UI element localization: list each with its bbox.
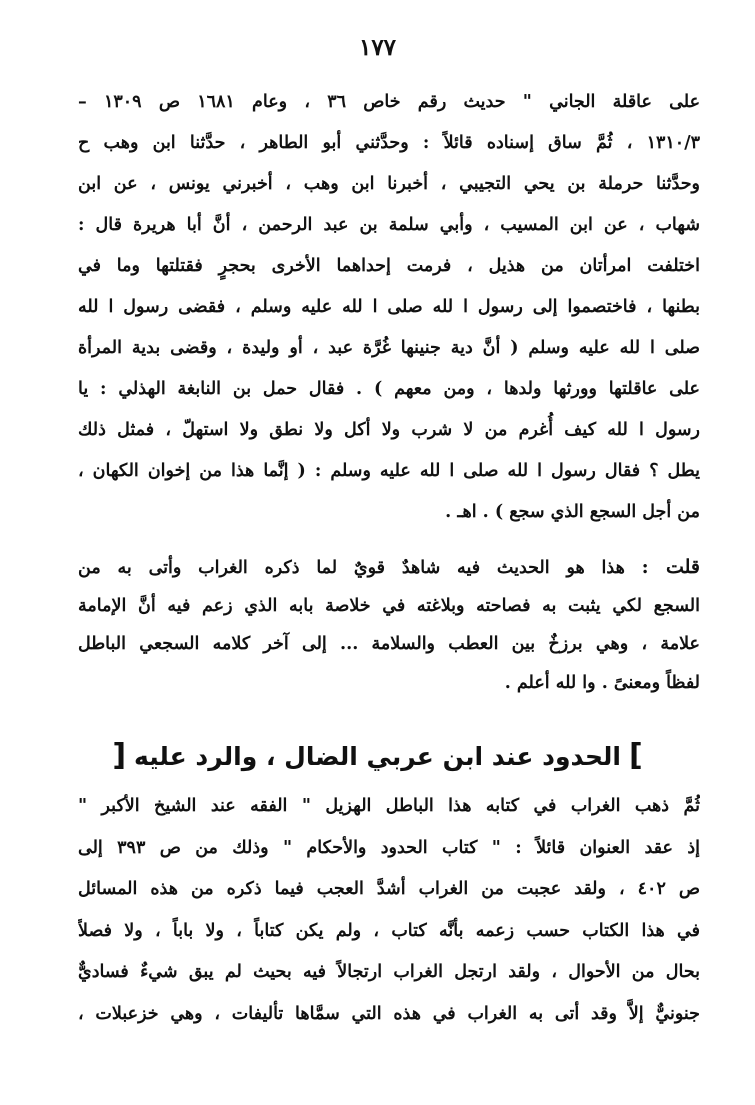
text-line: السجع لكي يثبت به فصاحته وبلاغته في خلاصة بابه الذي زعم فيه أنَّ الإمامة [78, 595, 700, 616]
text-line: اختلفت امرأتان من هذيل ، فرمت إحداهما الأخرى بحجرٍ فقتلتها وما في [78, 256, 700, 276]
text-line: رسول ا لله كيف أُغرم من لا شرب ولا أكل ولا نطق ولا استهلّ ، فمثل ذلك [78, 420, 700, 440]
section-paragraph [78, 786, 700, 1035]
text-line: إذ عقد العنوان قائلاً : " كتاب الحدود والأحكام " وذلك من ص ٣٩٣ إلى [78, 837, 700, 858]
text-line [78, 548, 700, 587]
text-line: جنونيٌّ إلاَّ وقد أتى به الغراب في هذه التي سمَّاها تأليفات ، وهي خزعبلات ، [78, 1003, 700, 1024]
text-line: وحدَّثنا حرملة بن يحي التجيبي ، أخبرنا ابن وهب ، أخبرني يونس ، عن ابن [78, 174, 700, 194]
text-line: ثُمَّ ذهب الغراب في كتابه هذا الباطل الهزيل " الفقه عند الشيخ الأكبر " [78, 796, 700, 816]
text-line: ١٣١٠/٣ ، ثُمَّ ساق إسناده قائلاً : وحدَّثني أبو الطاهر ، حدَّثنا ابن وهب ح [78, 133, 700, 153]
heading-text: الحدود عند ابن عربي الضال ، والرد عليه [134, 742, 621, 771]
text-line: على عاقلة الجاني " حديث رقم خاص ٣٦ ، وعام ١٦٨١ ص ١٣٠٩ – [78, 92, 700, 112]
qult-lead-word: قلت : [641, 556, 700, 578]
text-line-rest: هذا هو الحديث فيه شاهدٌ قويٌ لما ذكره الغراب وأتى به من [78, 558, 625, 578]
text-line: علامة ، وهي برزخٌ بين العطب والسلامة ... إلى آخر كلامه السجعي الباطل [78, 634, 700, 654]
text-line: في هذا الكتاب حسب زعمه بأنَّه كتاب ، ولم يكن كتاباً ، ولا باباً ، ولا فصلاً [78, 920, 700, 941]
text-line: ص ٤٠٢ ، ولقد عجبت من الغراب أشدَّ العجب فيما ذكره من هذه المسائل [78, 879, 700, 899]
section-heading [0, 736, 755, 777]
hadith-paragraph [78, 82, 700, 533]
heading-close-bracket: [ [112, 738, 127, 773]
text-line: على عاقلتها وورثها ولدها ، ومن معهم ) . فقال حمل بن النابغة الهذلي : يا [78, 379, 700, 399]
commentary-paragraph [78, 548, 700, 702]
text-line: من أجل السجع الذي سجع ) . اهـ . [445, 502, 700, 522]
text-line: لفظاً ومعنىً . وا لله أعلم . [504, 672, 700, 693]
text-line: بحال من الأحوال ، ولقد ارتجل الغراب ارتجالاً فيه بحيث لم يبق شيءٌ فساديٌّ [78, 962, 700, 982]
text-line: صلى ا لله عليه وسلم ( أنَّ دية جنينها غُرَّة عبد ، أو وليدة ، وقضى بدية المرأة [78, 338, 700, 358]
text-line: يطل ؟ فقال رسول ا لله صلى ا لله عليه وسلم : ( إنَّما هذا من إخوان الكهان ، [78, 461, 700, 481]
heading-open-bracket: ] [628, 738, 643, 773]
page-number: ١٧٧ [358, 34, 397, 61]
text-line: شهاب ، عن ابن المسيب ، وأبي سلمة بن عبد الرحمن ، أنَّ أبا هريرة قال : [78, 215, 700, 235]
text-line: بطنها ، فاختصموا إلى رسول ا لله صلى ا لله عليه وسلم ، فقضى رسول ا لله [78, 297, 700, 317]
